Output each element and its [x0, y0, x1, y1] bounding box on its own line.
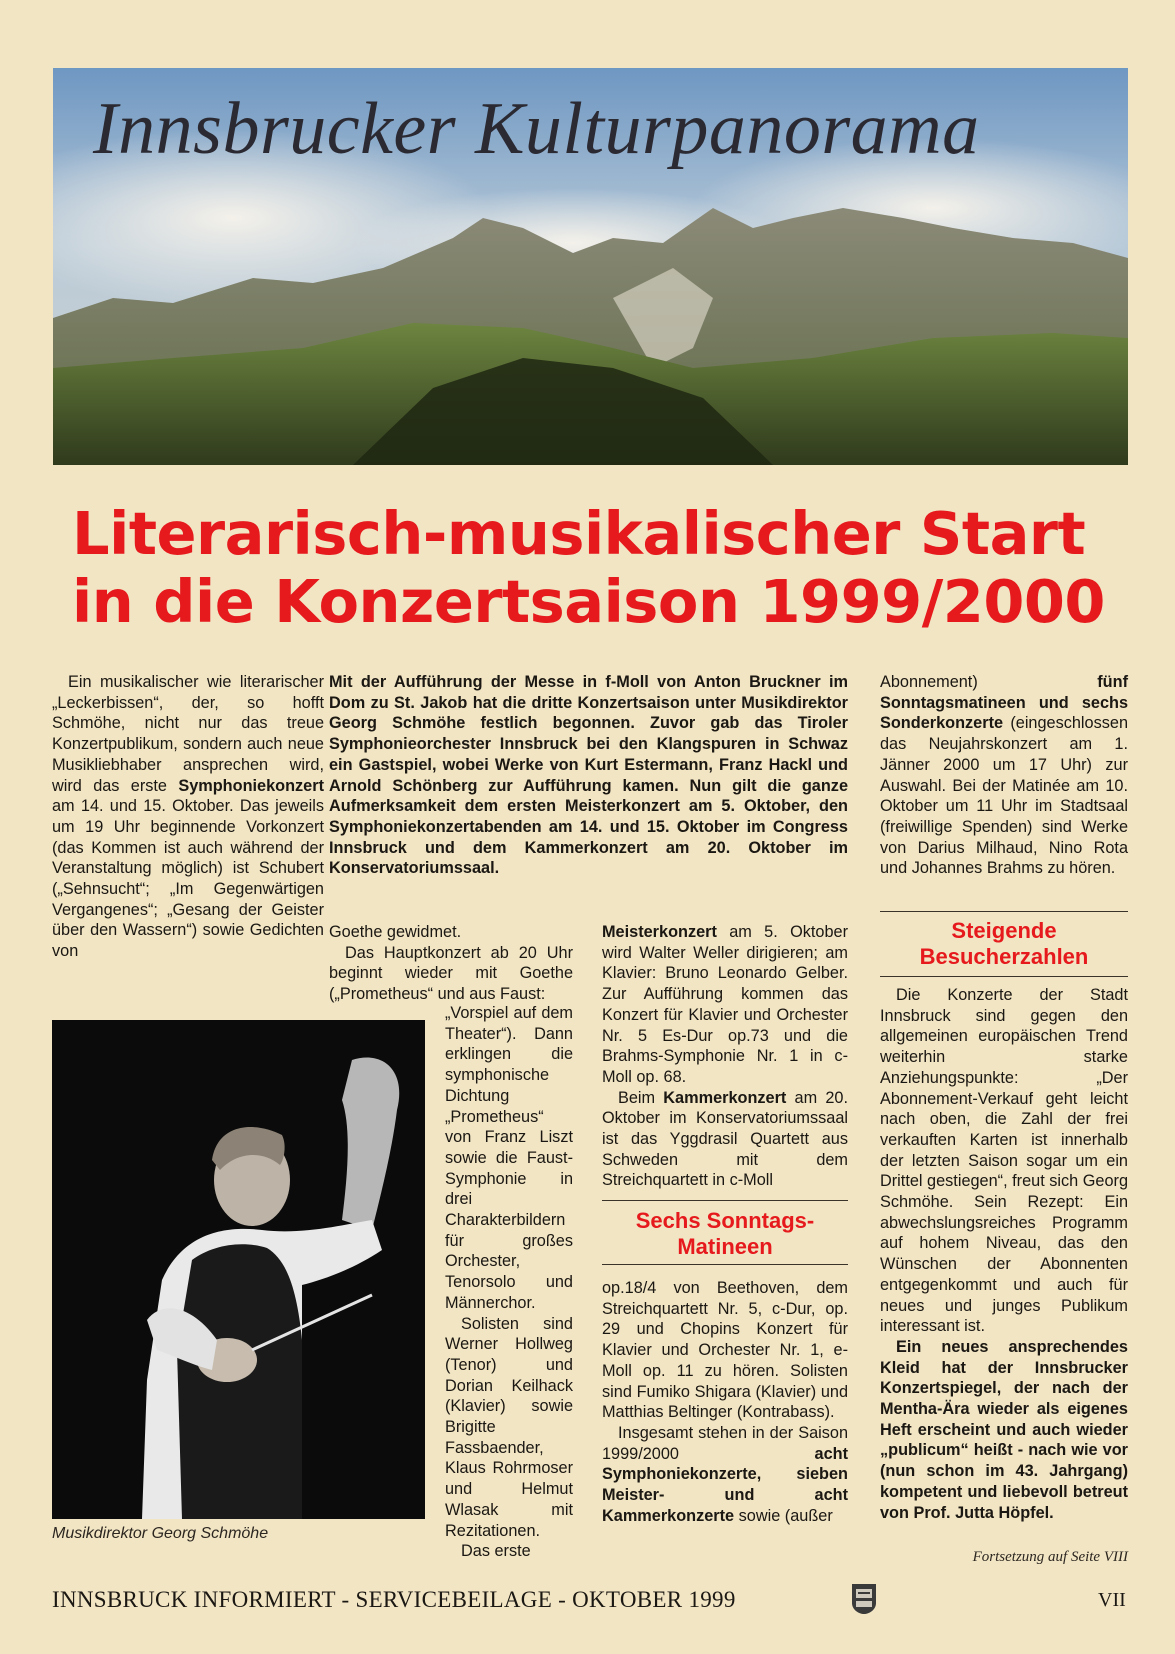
continued-note: Fortsetzung auf Seite VIII — [972, 1549, 1128, 1565]
emphasis-text: Kammerkonzert — [663, 1088, 787, 1107]
paragraph: op.18/4 von Beethoven, dem Streichquartett Nr. 5, c-Dur, op. 29 und Chopins Konzert für Klavier und Orchester Nr. 1, e-Moll op. 11 zu hören. Solisten sind Fumiko Shigara (Klavier) und Matthias Beltinger (Kontrabass). — [602, 1279, 848, 1422]
text-column-4 — [880, 672, 1128, 879]
article-headline — [72, 500, 1112, 636]
text-column-2-narrow — [445, 1003, 573, 1562]
text-run: Abonnement) — [880, 673, 1098, 691]
page-number: VII — [1098, 1589, 1126, 1611]
divider — [880, 976, 1128, 977]
conductor-figure — [52, 1020, 425, 1519]
paragraph — [602, 1423, 848, 1527]
paragraph: Goethe gewidmet. — [329, 923, 462, 941]
emphasis-text: Meisterkonzert — [602, 923, 717, 941]
text-run: am 14. und 15. Oktober. Das jeweils um 19 Uhr beginnende Vorkonzert (das Kommen ist auch während der Veranstaltung möglich) ist Schubert („Sehnsucht“; „Im Gegenwärtigen Vergangenes“; „Gesang der Geister über den Wassern“) sowie Gedichten von — [52, 797, 324, 961]
paragraph: Das erste — [461, 1542, 531, 1561]
paragraph-bold: Ein neues ansprechendes Kleid hat der Innsbrucker Konzertspiegel, der nach der Mentha-Ära wieder als eigenes Heft erscheint und auch wieder „publicum“ heißt - nach wie vor (nun schon im 43. Jahrgang) kompetent und liebevoll betreut von Prof. Jutta Höpfel. — [880, 1337, 1128, 1522]
paragraph: „Vorspiel auf dem Theater“). Dann erklingen die symphonische Dichtung „Prometheus“ von Franz Liszt sowie die Faust-Symphonie in drei Charakterbildern für großes Orchester, Tenorsolo und Männerchor. — [445, 1004, 573, 1312]
text-column-3-lower — [602, 1278, 848, 1526]
paragraph — [602, 1088, 848, 1192]
subheading-matineen: Sechs Sonntags-Matineen — [635, 1208, 815, 1259]
emphasis-text: Symphoniekonzert — [178, 776, 324, 795]
text-run: Beim — [618, 1088, 664, 1107]
text-run: sowie (außer — [734, 1506, 833, 1525]
divider — [880, 911, 1128, 912]
headline-line-2: in die Konzertsaison 1999/2000 — [72, 567, 1105, 636]
photo-caption: Musikdirektor Georg Schmöhe — [52, 1525, 269, 1542]
footer-publication: INNSBRUCK INFORMIERT - SERVICEBEILAGE - OKTOBER 1999 — [52, 1587, 736, 1612]
paragraph: Das Hauptkonzert ab 20 Uhr beginnt wieder mit Goethe („Prometheus“ und aus Faust: — [329, 943, 573, 1004]
text-column-1 — [52, 672, 324, 962]
text-run: am 5. Oktober wird Walter Weller dirigieren; am Klavier: Bruno Leonardo Gelber. Zur Aufführung kommen das Konzert für Klavier und Orchester Nr. 5 Es-Dur op.73 und die Brahms-Symphonie Nr. 1 in c-Moll op. 68. — [602, 923, 848, 1086]
section-banner-title: Innsbrucker Kulturpanorama — [93, 88, 980, 170]
divider — [602, 1264, 848, 1265]
emphasis-text: fünf Sonntagsmatineen und sechs Sonderkonzerte — [880, 673, 1128, 733]
conductor-photo — [52, 1020, 425, 1519]
paragraph — [602, 922, 848, 1088]
text-column-2 — [329, 922, 573, 1005]
lead-paragraph: Mit der Aufführung der Messe in f-Moll von Anton Bruckner im Dom zu St. Jakob hat die dritte Konzertsaison unter Musikdirektor Georg Schmöhe festlich begonnen. Zuvor gab das Tiroler Symphonieorchester Innsbruck bei den Klangspuren in Schwaz ein Gastspiel, wobei Werke von Kurt Estermann, Franz Hackl und Arnold Schönberg zur Aufführung kamen. Nun gilt die ganze Aufmerksamkeit dem ersten Meisterkonzert am 5. Oktober, den Symphoniekonzertabenden am 14. und 15. Oktober im Congress Innsbruck und dem Kammerkonzert am 20. Oktober im Konservatoriumssaal. — [329, 673, 848, 878]
paragraph: Solisten sind Werner Hollweg (Tenor) und Dorian Keilhack (Klavier) sowie Brigitte Fassbaender, Klaus Rohrmoser und Helmut Wlasak mit Rezitationen. — [445, 1314, 573, 1540]
intro-paragraph — [52, 672, 324, 962]
paragraph — [880, 672, 1128, 879]
subheading-besucherzahlen: Steigende Besucherzahlen — [919, 918, 1089, 969]
text-run: (eingeschlossen das Neujahrskonzert am 1. Jänner 2000 um 17 Uhr) zur Auswahl. Bei der Matinée am 10. Oktober um 11 Uhr im Stadtsaal (freiwillige Spenden) sind Werke von Darius Milhaud, Nino Rota und Johannes Brahms zu hören. — [880, 714, 1128, 878]
text-run: Ein musikalischer wie literarischer „Leckerbissen“, der, so hofft Schmöhe, nicht nur das treue Konzertpublikum, sondern auch neue Musikliebhaber ansprechen wird, wird das erste — [52, 673, 324, 795]
shield-icon — [851, 1583, 877, 1615]
text-run: am 20. Oktober im Konservatoriumssaal ist das Yggdrasil Quartett aus Schweden mit dem Streichquartett in c-Moll — [602, 1088, 848, 1190]
emphasis-text: acht Symphoniekonzerte, sieben Meister- und acht Kammerkonzerte — [602, 1444, 848, 1525]
text-run: Insgesamt stehen in der Saison 1999/2000 — [602, 1423, 848, 1463]
text-column-4-lower — [880, 985, 1128, 1523]
coat-of-arms-icon — [851, 1583, 877, 1615]
headline-line-1: Literarisch-musikalischer Start — [72, 499, 1086, 568]
paragraph: Die Konzerte der Stadt Innsbruck sind gegen den allgemeinen europäischen Trend weiterhin starke Anziehungspunkte: „Der Abonnement-Verkauf geht leicht nach oben, die Zahl der frei verkauften Karten ist innerhalb der letzten Saison sogar um ein Drittel gestiegen“, freut sich Georg Schmöhe. Sein Rezept: Ein abwechslungsreiches Programm auf hohem Niveau, das den Wünschen der Abonnenten entgegenkommt und auch für neues und junges Publikum interessant ist. — [880, 986, 1128, 1336]
text-column-3 — [602, 922, 848, 1191]
divider — [602, 1200, 848, 1201]
